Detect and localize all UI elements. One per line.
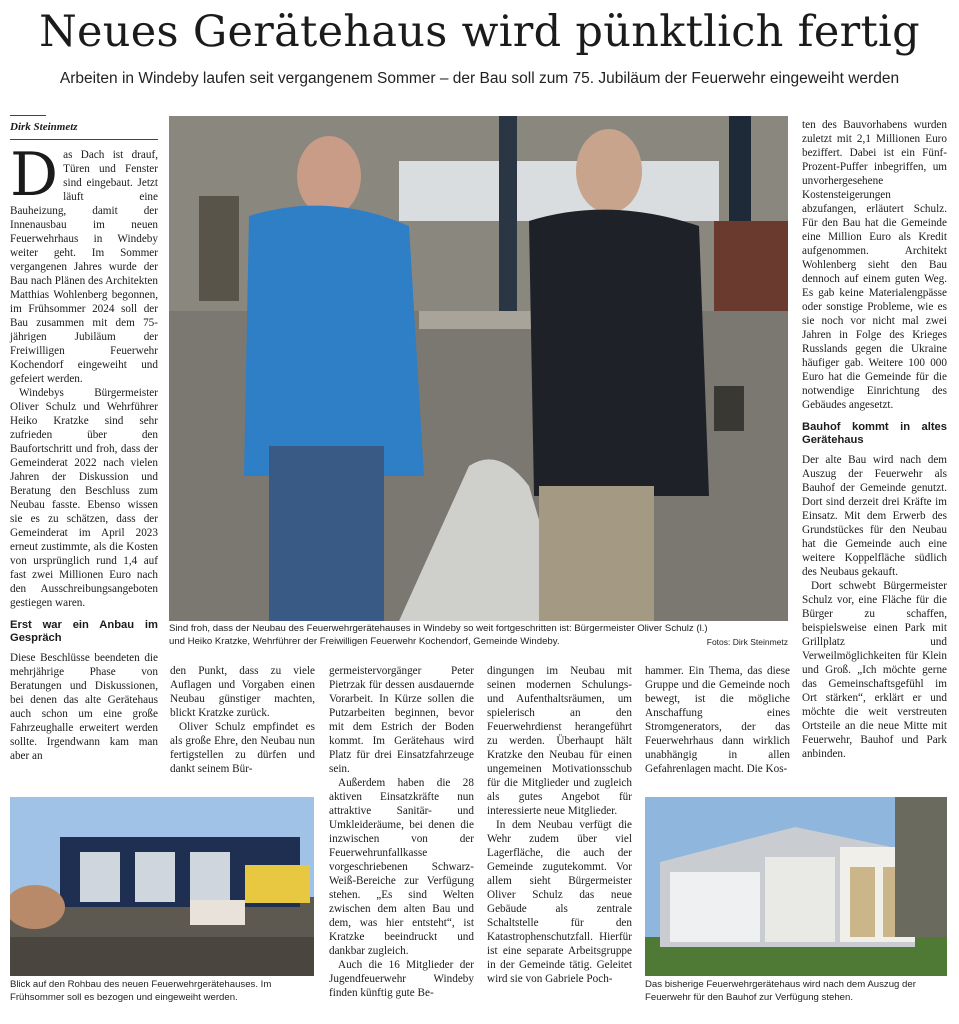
column-6 — [802, 118, 947, 761]
article-paragraph: den Punkt, dass zu viele Auflagen und Vorgaben einen Neubau günstiger machten, blickt Kratzke zurück. — [170, 665, 315, 719]
column-2 — [170, 664, 315, 776]
main-photo-caption: Sind froh, dass der Neubau des Feuerwehrgerätehauses in Windeby so weit fortgeschritten ist: Bürgermeister Oliver Schulz (l.) und Heiko Kratzke, Wehrführer der Freiwilligen Feuerwehr Kochendorf, Gemeinde Windeby. — [169, 623, 708, 647]
article-paragraph: dingungen im Neubau mit seinen modernen Schulungs- und Aufenthaltsräumen, um spielerisch an den Feuerwehrdienst herangeführt zu werden. Überhaupt hält Kratzke den Neubau für einen ungemeinen Motivationsschub für die Mitglieder und zugleich als gutes Angebot für interessierte neue Mitglieder. — [487, 665, 632, 817]
column-5 — [645, 664, 790, 776]
column-4 — [487, 664, 632, 986]
subline: Arbeiten in Windeby laufen seit vergangenem Sommer – der Bau soll zum 75. Jubiläum der Feuerwehr eingeweiht werden — [59, 70, 900, 87]
subheading: Erst war ein Anbau im Gespräch — [10, 619, 158, 644]
article-paragraph: Diese Beschlüsse beendeten die mehrjährige Phase von Beratungen und Diskussionen, bei denen das alte Gerätehaus auch schon um eine große Fahrzeughalle erweitert werden sollte. Irgendwann kam man aber an — [10, 652, 158, 762]
author: Dirk Steinmetz — [10, 121, 78, 133]
article-paragraph: Dort schwebt Bürgermeister Schulz vor, eine Fläche für die Bürger zu schaffen, beispielsweise einen Park mit Grillplatz und Verweilmöglichkeiten für Klein und Groß. „Ich möchte gerne das Gemeinschaftsgefühl im Ort stärken“, erklärt er und möchte die weit verstreuten Ortsteile an die neue Mitte mit Feuerwehr, Bauhof und Park anbinden. — [802, 580, 947, 760]
photo-credit: Fotos: Dirk Steinmetz — [706, 637, 788, 647]
article-paragraph: Windebys Bürgermeister Oliver Schulz und Wehrführer Heiko Kratzke sind sehr zufrieden über den Baufortschritt und froh, dass der Gemeinderat 2022 nach vielen Jahren der Diskussion und Beratung den Beschluss zum Neubau fasste. Ebenso wissen sie es zu schätzen, dass der Gemeinderat im April 2023 erneut zustimmte, als die Kosten von ursprünglich rund 1,4 auf fast zwei Millionen Euro nach den Ausschreibungsangeboten gestiegen waren. — [10, 387, 158, 609]
article-paragraph: Auch die 16 Mitglieder der Jugendfeuerwehr Windeby finden künftig gute Be- — [329, 959, 474, 999]
subheading: Bauhof kommt in altes Gerätehaus — [802, 421, 947, 446]
author-rule — [10, 115, 46, 116]
photo-old-building-caption: Das bisherige Feuerwehrgerätehaus wird nach dem Auszug der Feuerwehr für den Bauhof zur Verfügung stehen. — [645, 979, 916, 1003]
article-paragraph: hammer. Ein Thema, das diese Gruppe und die Gemeinde noch bewegt, ist die mögliche Anschaffung eines Stromgenerators, der das Feuerwehrhaus dann wirklich unabhängig in allen Gefahrenlagen macht. Die Kos- — [645, 665, 790, 775]
column-3 — [329, 664, 474, 1000]
article-paragraph: ten des Bauvorhabens wurden zuletzt mit 2,1 Millionen Euro beziffert. Dabei ist ein Fünf-Prozent-Puffer inbegriffen, um unvorhergesehene Kostensteigerungen abzufangen, erläutert Schulz. Für den Bau hat die Gemeinde eine Million Euro als Kredit aufgenommen. Architekt Wohlenberg sieht den Bau dennoch auf einem guten Weg. Es gab keine Materialengpässe oder sonstige Probleme, wie es sie noch vor nicht mal zwei Jahren in Folge des Krieges Russlands gegen die Ukraine häufiger gab. Weitere 100 000 Euro hat die Gemeinde für die notwendige Einrichtung des Gebäudes angesetzt. — [802, 119, 947, 411]
article-paragraph: Oliver Schulz empfindet es als große Ehre, den Neubau nun fertigstellen zu dürfen und dankt seinem Bür- — [170, 721, 315, 775]
article-paragraph: Außerdem haben die 28 aktiven Einsatzkräfte nun attraktive Sanitär- und Umkleideräume, bei denen die inzwischen von der Feuerwehrunfallkasse vorgeschriebenen Schwarz-Weiß-Bereiche zur Verfügung stehen. „Es sind Welten zwischen dem alten Bau und dem, was hier entsteht“, ist Kratzke beeindruckt und dankbar zugleich. — [329, 777, 474, 957]
photo-new-building — [10, 797, 314, 976]
dropcap: D — [10, 140, 59, 210]
column-1 — [10, 115, 158, 763]
article-paragraph: as Dach ist drauf, Türen und Fenster sind eingebaut. Jetzt läuft eine Bauheizung, damit der Innenausbau im neuen Feuerwehrhaus in Windeby weiter geht. Im Sommer vergangenen Jahres wurde der Bau nach Plänen des Architekten Matthias Wohlenberg begonnen, im Frühsommer 2024 soll der Bau zusammen mit dem 75-jährigen Jubiläum der Freiwilligen Feuerwehr Kochendorf eingeweiht und gefeiert werden. — [10, 149, 158, 385]
article-paragraph: In dem Neubau verfügt die Wehr zudem über viel Lagerfläche, die auch der Gemeinde zugutekommt. Vor allem sieht Bürgermeister Oliver Schulz das neue Gebäude als zentrale Schaltstelle für den Katastrophenschutzfall. Hierfür ist eine separate Arbeitsgruppe in der Gemeinde tätig. Geleitet wird sie von Gabriele Poch- — [487, 819, 632, 985]
photo-new-building-caption: Blick auf den Rohbau des neuen Feuerwehrgerätehauses. Im Frühsommer soll es bezogen und eingeweiht werden. — [10, 979, 272, 1003]
article-paragraph: germeistervorgänger Peter Pietrzak für dessen ausdauernde Vorarbeit. In Kürze sollen die Putzarbeiten beginnen, bevor mit dem Estrich der Boden kommt. Im Gerätehaus wird Platz für drei Einsatzfahrzeuge sein. — [329, 665, 474, 775]
article-paragraph: Der alte Bau wird nach dem Auszug der Feuerwehr als Bauhof der Gemeinde genutzt. Dort sind derzeit drei Kräfte im Einsatz. Mit dem Erwerb des Grundstückes für den Neubau hat die Gemeinde auch eine weitere Koppelfläche südlich des Neubaus gekauft. — [802, 454, 947, 578]
photo-old-building — [645, 797, 947, 976]
headline: Neues Gerätehaus wird pünktlich fertig — [39, 7, 920, 57]
main-photo — [169, 116, 788, 621]
